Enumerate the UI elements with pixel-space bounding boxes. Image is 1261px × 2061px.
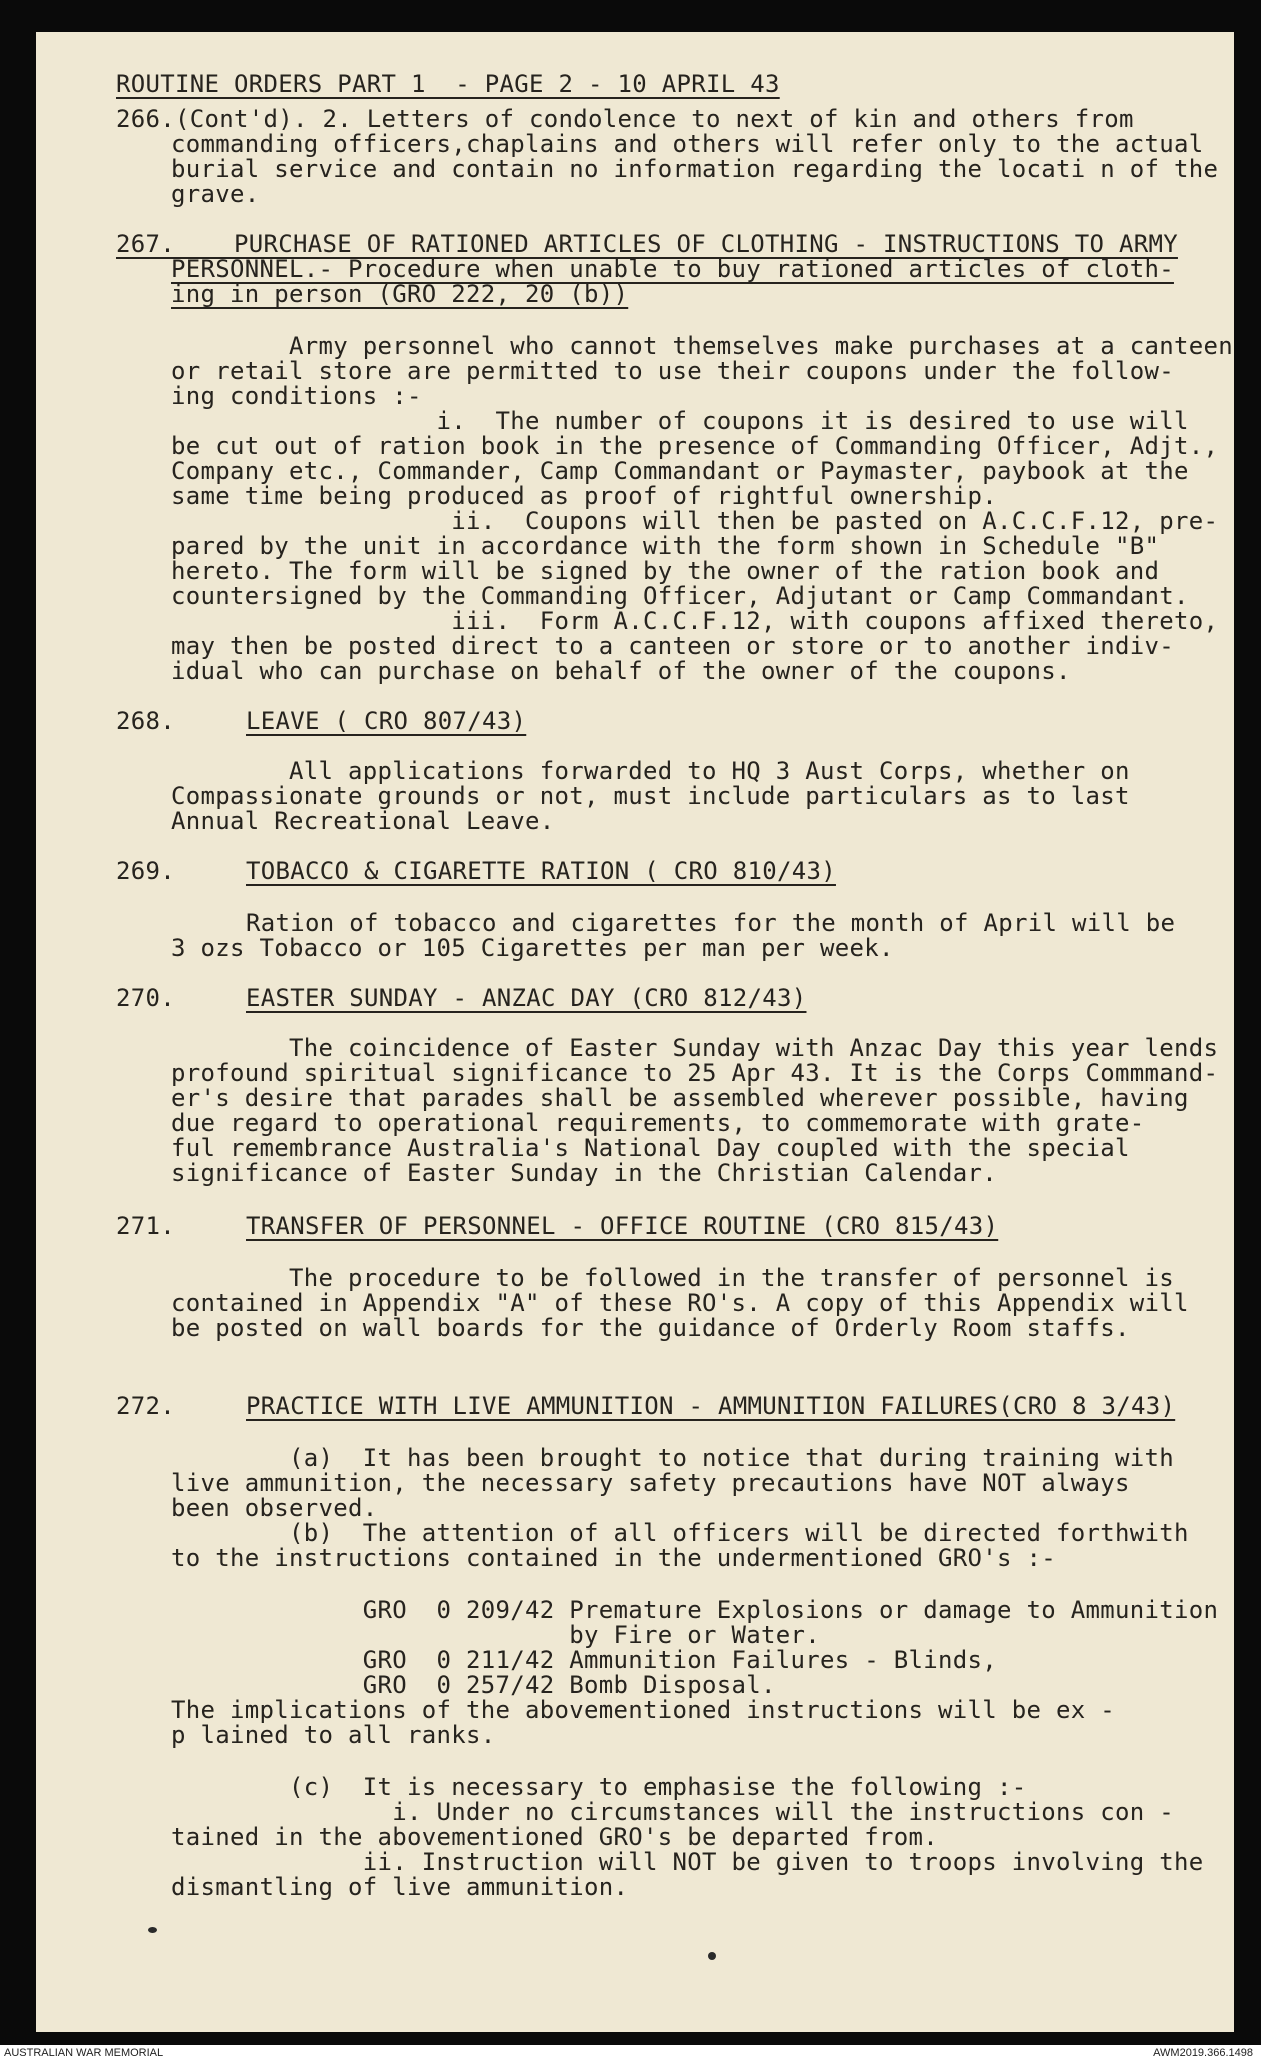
para-267-line: Army personnel who cannot themselves make purchases at a canteen — [171, 332, 1233, 360]
para-266-line: grave. — [171, 180, 260, 208]
para-269-number: 269. — [116, 857, 175, 885]
ink-mark — [148, 1927, 157, 1933]
para-272-title: PRACTICE WITH LIVE AMMUNITION - AMMUNITION FAILURES(CRO 8 3/43) — [246, 1392, 1176, 1420]
para-267-line: ii. Coupons will then be pasted on A.C.C.F.12, pre- — [171, 507, 1219, 535]
para-272-line: (c) It is necessary to emphasise the following :- — [171, 1773, 1027, 1801]
para-270-line: ful remembrance Australia's National Day coupled with the special — [171, 1134, 1130, 1162]
para-267-line: idual who can purchase on behalf of the owner of the coupons. — [171, 657, 1071, 685]
gro-list-item: by Fire or Water. — [171, 1621, 820, 1649]
para-267-line: iii. Form A.C.C.F.12, with coupons affixed thereto, — [171, 607, 1219, 635]
para-270-line: profound spiritual significance to 25 Apr 43. It is the Corps Commmand- — [171, 1059, 1219, 1087]
para-271-line: The procedure to be followed in the transfer of personnel is — [171, 1264, 1174, 1292]
ink-mark — [708, 1952, 716, 1960]
para-269-title: TOBACCO & CIGARETTE RATION ( CRO 810/43) — [246, 857, 836, 885]
para-272-number: 272. — [116, 1392, 175, 1420]
para-270-line: significance of Easter Sunday in the Christian Calendar. — [171, 1159, 997, 1187]
gro-list-item: GRO 0 211/42 Ammunition Failures - Blinds, — [171, 1646, 997, 1674]
para-272-line: (a) It has been brought to notice that during training with — [171, 1444, 1174, 1472]
para-267-line: hereto. The form will be signed by the owner of the ration book and — [171, 557, 1160, 585]
para-269-line: Ration of tobacco and cigarettes for the month of April will be — [246, 909, 1176, 937]
para-272-line: The implications of the abovementioned instructions will be ex - — [171, 1696, 1115, 1724]
para-270-number: 270. — [116, 984, 175, 1012]
para-272-line: live ammunition, the necessary safety precautions have NOT always — [171, 1469, 1130, 1497]
para-266-line: commanding officers,chaplains and others will refer only to the actual — [171, 130, 1204, 158]
para-271-line: contained in Appendix "A" of these RO's. A copy of this Appendix will — [171, 1289, 1189, 1317]
para-267-line: pared by the unit in accordance with the form shown in Schedule "B" — [171, 532, 1160, 560]
para-267-line: may then be posted direct to a canteen or store or to another indiv- — [171, 632, 1174, 660]
para-271-title: TRANSFER OF PERSONNEL - OFFICE ROUTINE (CRO 815/43) — [246, 1212, 999, 1240]
para-271-number: 271. — [116, 1212, 175, 1240]
gro-list-item: GRO 0 209/42 Premature Explosions or damage to Ammunition — [171, 1596, 1219, 1624]
para-267-line: same time being produced as proof of rightful ownership. — [171, 482, 997, 510]
para-272-line: been observed. — [171, 1494, 378, 1522]
para-267-line: Company etc., Commander, Camp Commandant or Paymaster, paybook at the — [171, 457, 1189, 485]
page-header: ROUTINE ORDERS PART 1 - PAGE 2 - 10 APRIL 43 — [116, 70, 780, 98]
para-270-line: The coincidence of Easter Sunday with Anzac Day this year lends — [171, 1034, 1219, 1062]
para-268-line: Annual Recreational Leave. — [171, 807, 555, 835]
para-268-line: All applications forwarded to HQ 3 Aust Corps, whether on — [171, 757, 1130, 785]
para-268-title: LEAVE ( CRO 807/43) — [246, 707, 527, 735]
document-page — [36, 32, 1234, 2032]
para-266-line: 266.(Cont'd). 2. Letters of condolence to next of kin and others from — [116, 105, 1134, 133]
para-270-line: er's desire that parades shall be assembled wherever possible, having — [171, 1084, 1189, 1112]
para-267-line: ing conditions :- — [171, 382, 422, 410]
para-267-line: countersigned by the Commanding Officer, Adjutant or Camp Commandant. — [171, 582, 1189, 610]
para-267-line: or retail store are permitted to use their coupons under the follow- — [171, 357, 1174, 385]
para-272-line: (b) The attention of all officers will be directed forthwith — [171, 1519, 1189, 1547]
para-272-line: p lained to all ranks. — [171, 1721, 496, 1749]
para-267-line: i. The number of coupons it is desired to use will — [171, 407, 1189, 435]
para-272-line: dismantling of live ammunition. — [171, 1873, 629, 1901]
para-272-line: i. Under no circumstances will the instructions con - — [171, 1798, 1174, 1826]
para-272-line: ii. Instruction will NOT be given to troops involving the — [171, 1848, 1204, 1876]
para-266-line: burial service and contain no information regarding the locati n of the — [171, 155, 1219, 183]
para-268-line: Compassionate grounds or not, must include particulars as to last — [171, 782, 1130, 810]
footer-accession-number: AWM2019.366.1498 — [1153, 2047, 1253, 2059]
para-267-title: PERSONNEL.- Procedure when unable to buy rationed articles of cloth- — [171, 255, 1174, 283]
para-272-line: to the instructions contained in the undermentioned GRO's :- — [171, 1544, 1056, 1572]
para-270-line: due regard to operational requirements, to commemorate with grate- — [171, 1109, 1145, 1137]
para-271-line: be posted on wall boards for the guidance of Orderly Room staffs. — [171, 1314, 1130, 1342]
para-270-title: EASTER SUNDAY - ANZAC DAY (CRO 812/43) — [246, 984, 807, 1012]
para-267-line: be cut out of ration book in the presence of Commanding Officer, Adjt., — [171, 432, 1219, 460]
gro-list-item: GRO 0 257/42 Bomb Disposal. — [171, 1671, 776, 1699]
para-272-line: tained in the abovementioned GRO's be departed from. — [171, 1823, 938, 1851]
para-269-line: 3 ozs Tobacco or 105 Cigarettes per man per week. — [171, 934, 894, 962]
para-267-title: ing in person (GRO 222, 20 (b)) — [171, 280, 629, 308]
para-268-number: 268. — [116, 707, 175, 735]
para-267-title: 267. PURCHASE OF RATIONED ARTICLES OF CLOTHING - INSTRUCTIONS TO ARMY — [116, 230, 1178, 258]
footer-archive-name: AUSTRALIAN WAR MEMORIAL — [4, 2047, 164, 2059]
